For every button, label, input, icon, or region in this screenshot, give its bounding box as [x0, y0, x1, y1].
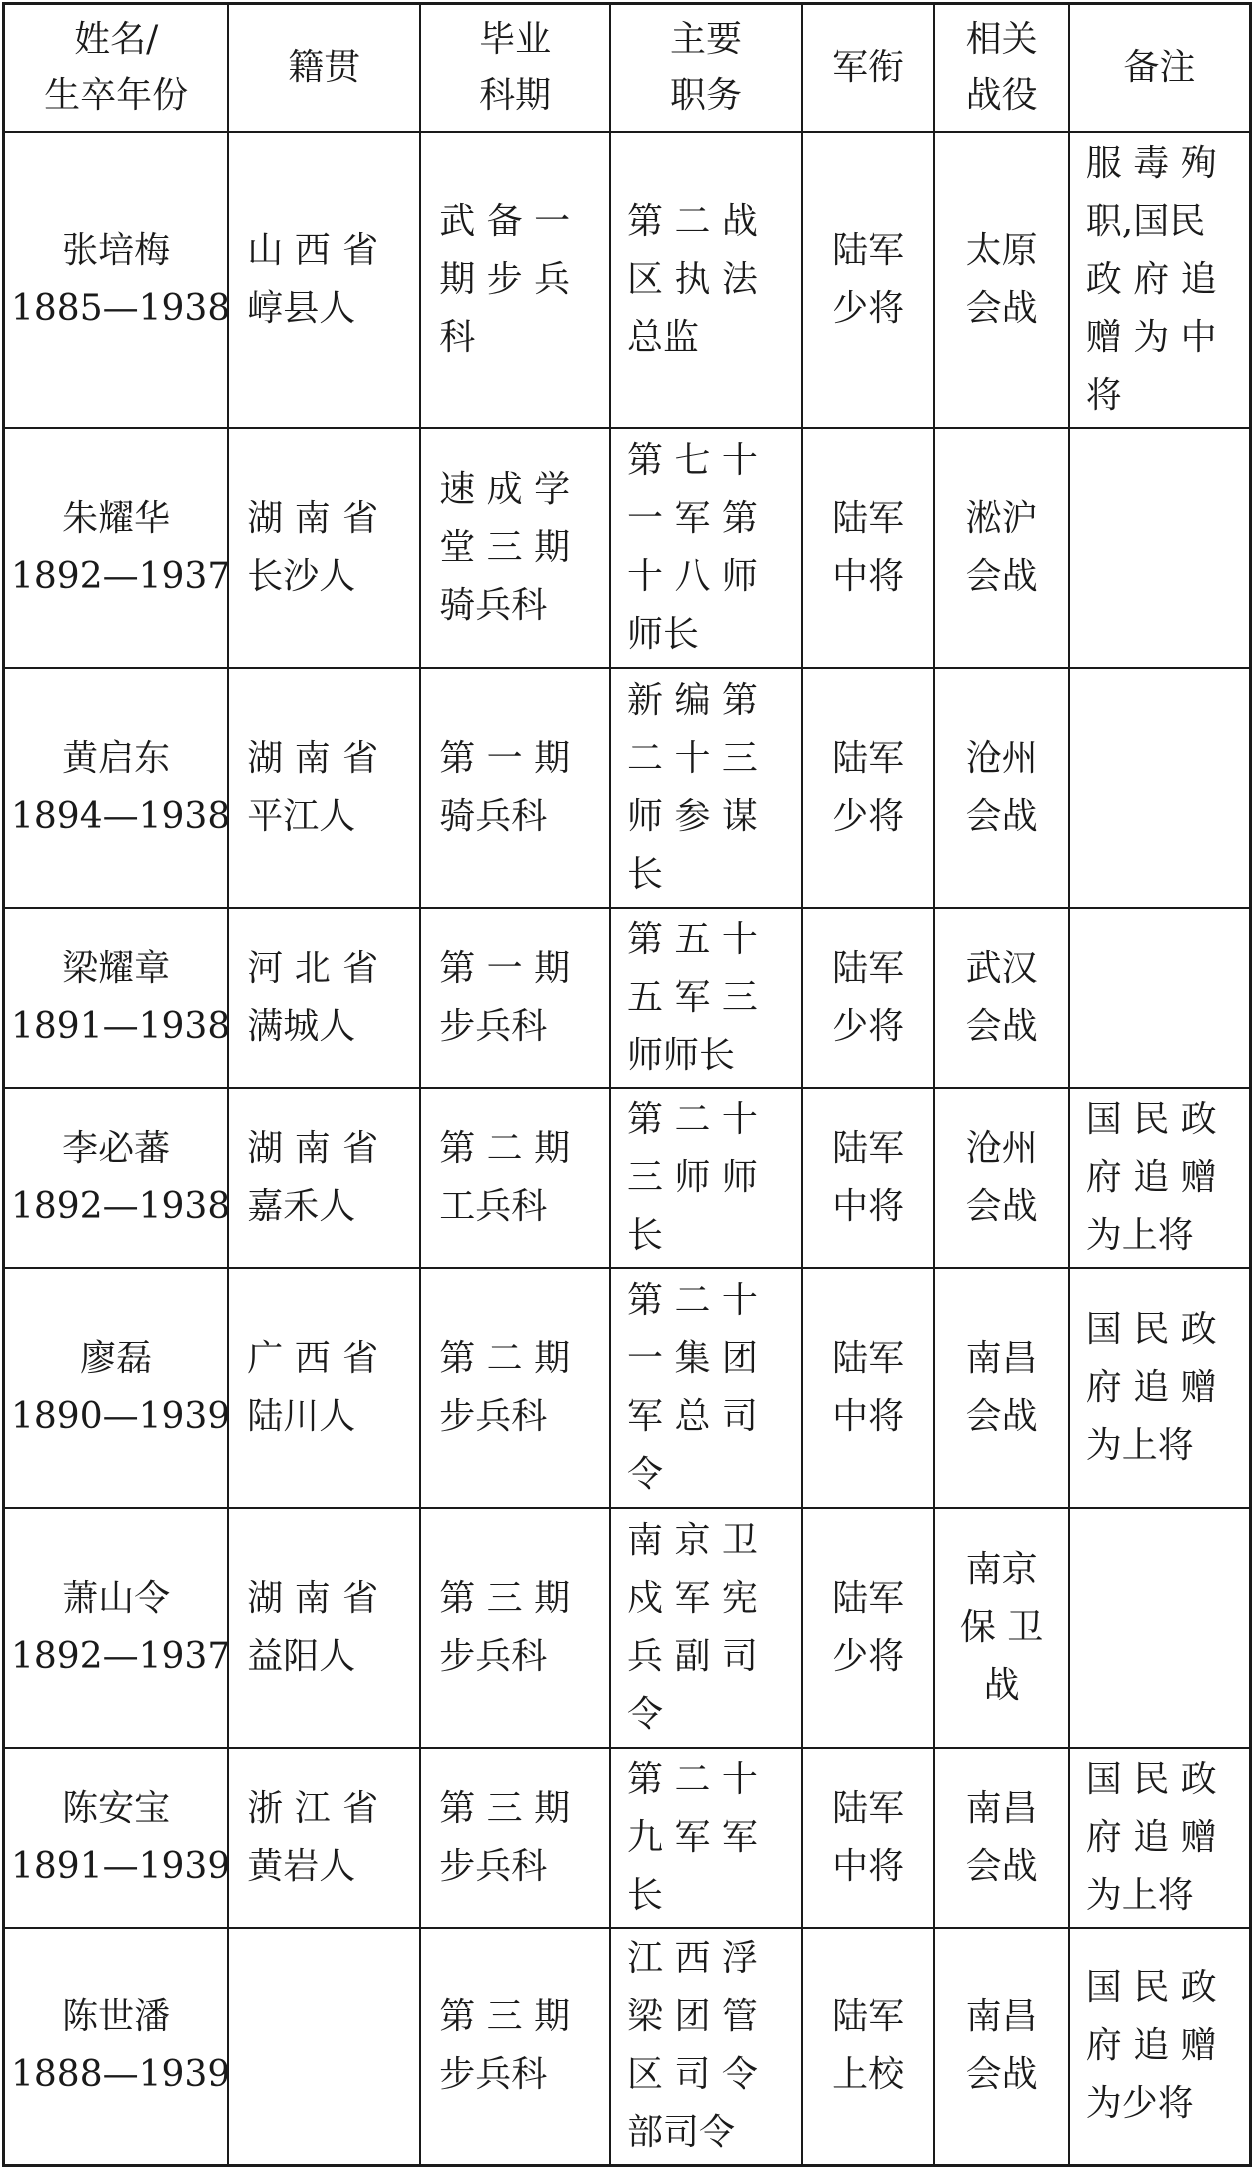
battle-cell-line: 会战 — [965, 1395, 1038, 1437]
note-cell-line: 府 追 赠 — [1085, 2025, 1217, 2067]
position-cell-line: 一 军 第 — [627, 497, 758, 539]
note-cell-line: 为上将 — [1085, 1214, 1194, 1256]
position-cell-text — [617, 1751, 795, 1925]
position-cell-text — [617, 193, 795, 367]
battle-cell-line: 南昌 — [965, 1337, 1038, 1379]
position-cell — [610, 1508, 802, 1748]
rank-cell-text — [809, 730, 927, 846]
name-years-cell — [4, 908, 229, 1088]
rank-cell-line: 中将 — [832, 1185, 905, 1227]
note-cell-line: 府 追 赠 — [1085, 1156, 1217, 1198]
graduation-cell-text — [427, 193, 603, 367]
position-cell-line: 长 — [627, 853, 664, 895]
note-cell-line: 将 — [1085, 374, 1122, 416]
hometown-cell-text — [235, 490, 413, 606]
graduation-cell-text — [427, 1570, 603, 1686]
table-row — [4, 668, 1251, 908]
rank-cell-line: 陆军 — [832, 737, 905, 779]
hometown-cell-text — [235, 1780, 413, 1896]
rank-cell-text — [809, 1570, 927, 1686]
note-cell — [1069, 1508, 1251, 1748]
rank-cell — [802, 1508, 934, 1748]
name-years-cell — [4, 1268, 229, 1508]
officer-name: 梁耀章 — [62, 947, 171, 989]
battle-cell-text — [941, 1988, 1061, 2104]
table-row — [4, 1748, 1251, 1928]
position-cell-line: 第 七 十 — [627, 439, 758, 481]
position-cell — [610, 132, 802, 428]
officer-years: 1892—1937 — [11, 555, 231, 597]
officer-name: 李必蕃 — [62, 1127, 171, 1169]
battle-cell-line: 淞沪 — [965, 497, 1038, 539]
rank-cell-line: 陆军 — [832, 1577, 905, 1619]
header-hometown: 籍贯 — [228, 4, 420, 132]
officer-years: 1894—1938 — [11, 795, 231, 837]
graduation-cell-line: 步兵科 — [439, 1005, 548, 1047]
battle-cell-line: 会战 — [965, 1185, 1038, 1227]
position-cell — [610, 428, 802, 668]
position-cell-line: 部司令 — [627, 2112, 736, 2154]
graduation-cell-line: 期 步 兵 — [439, 258, 571, 300]
officer-name: 朱耀华 — [62, 497, 171, 539]
officer-name: 廖磊 — [80, 1337, 153, 1379]
battle-cell-text — [941, 1780, 1061, 1896]
position-cell-line: 区 执 法 — [627, 258, 758, 300]
graduation-cell-line: 堂 三 期 — [439, 526, 571, 568]
name-years-cell — [4, 428, 229, 668]
graduation-cell-text — [427, 1988, 603, 2104]
position-cell-line: 十 八 师 — [627, 555, 758, 597]
position-cell — [610, 908, 802, 1088]
graduation-cell-line: 步兵科 — [439, 2054, 548, 2096]
name-years-cell — [4, 1088, 229, 1268]
hometown-cell-line: 山 西 省 — [247, 229, 379, 271]
note-cell — [1069, 668, 1251, 908]
name-years-cell — [4, 1748, 229, 1928]
hometown-cell-line: 黄岩人 — [247, 1845, 356, 1887]
position-cell — [610, 1748, 802, 1928]
officer-years: 1891—1939 — [11, 1845, 231, 1887]
position-cell-line: 第 二 十 — [627, 1758, 758, 1800]
position-cell-line: 五 军 三 — [627, 976, 758, 1018]
battle-cell — [934, 668, 1068, 908]
position-cell-line: 南 京 卫 — [627, 1519, 758, 1561]
hometown-cell-line: 广 西 省 — [247, 1337, 379, 1379]
graduation-cell-line: 第 三 期 — [439, 1996, 571, 2038]
rank-cell-line: 陆军 — [832, 1787, 905, 1829]
hometown-cell-line: 嘉禾人 — [247, 1185, 356, 1227]
position-cell-line: 一 集 团 — [627, 1337, 758, 1379]
graduation-cell — [420, 1928, 610, 2166]
position-cell-line: 师 参 谋 — [627, 795, 758, 837]
hometown-cell-line: 益阳人 — [247, 1635, 356, 1677]
graduation-cell-line: 第 二 期 — [439, 1127, 571, 1169]
hometown-cell-line: 满城人 — [247, 1005, 356, 1047]
position-cell-line: 令 — [627, 1453, 664, 1495]
battle-cell — [934, 1508, 1068, 1748]
officer-name: 萧山令 — [62, 1577, 171, 1619]
hometown-cell-text — [235, 1330, 413, 1446]
position-cell — [610, 1928, 802, 2166]
rank-cell-line: 陆军 — [832, 229, 905, 271]
rank-cell-line: 陆军 — [832, 1996, 905, 2038]
graduation-cell-text — [427, 940, 603, 1056]
position-cell-text — [617, 1091, 795, 1265]
rank-cell — [802, 1088, 934, 1268]
header-row — [4, 4, 1251, 132]
table-row — [4, 1508, 1251, 1748]
graduation-cell — [420, 1268, 610, 1508]
header-position: 主要 职务 — [610, 4, 802, 132]
name-years-cell — [4, 132, 229, 428]
header-battle: 相关 战役 — [934, 4, 1068, 132]
note-cell-line: 府 追 赠 — [1085, 1816, 1217, 1858]
position-cell-line: 师长 — [627, 613, 700, 655]
name-years-cell — [4, 1928, 229, 2166]
table-row — [4, 1928, 1251, 2166]
battle-cell-line: 战 — [983, 1664, 1020, 1706]
hometown-cell-text — [235, 1120, 413, 1236]
position-cell-line: 总监 — [627, 316, 700, 358]
graduation-cell-line: 科 — [439, 316, 476, 358]
note-cell-text — [1076, 1959, 1243, 2133]
battle-cell-line: 会战 — [965, 2054, 1038, 2096]
rank-cell-text — [809, 490, 927, 606]
position-cell-line: 兵 副 司 — [627, 1635, 758, 1677]
note-cell-line: 国 民 政 — [1085, 1308, 1217, 1350]
header-name-years: 姓名/ 生卒年份 — [4, 4, 229, 132]
note-cell-line: 为上将 — [1085, 1424, 1194, 1466]
note-cell — [1069, 1268, 1251, 1508]
position-cell-line: 第 二 战 — [627, 200, 758, 242]
note-cell — [1069, 908, 1251, 1088]
graduation-cell-line: 步兵科 — [439, 1395, 548, 1437]
name-years-cell — [4, 1508, 229, 1748]
officer-name: 陈世潘 — [62, 1996, 171, 2038]
note-cell-line: 府 追 赠 — [1085, 1366, 1217, 1408]
officer-years: 1892—1938 — [11, 1185, 231, 1227]
note-cell — [1069, 428, 1251, 668]
graduation-cell-line: 骑兵科 — [439, 795, 548, 837]
graduation-cell-line: 步兵科 — [439, 1845, 548, 1887]
battle-cell — [934, 428, 1068, 668]
graduation-cell-line: 第 三 期 — [439, 1787, 571, 1829]
header-graduation: 毕业 科期 — [420, 4, 610, 132]
rank-cell-text — [809, 1988, 927, 2104]
table-row — [4, 1268, 1251, 1508]
battle-cell-text — [941, 1120, 1061, 1236]
rank-cell-line: 少将 — [832, 287, 905, 329]
position-cell-line: 戍 军 宪 — [627, 1577, 758, 1619]
note-cell-line: 职,国民 — [1085, 200, 1206, 242]
hometown-cell-text — [235, 940, 413, 1056]
rank-cell-line: 中将 — [832, 555, 905, 597]
position-cell-line: 江 西 浮 — [627, 1938, 758, 1980]
graduation-cell — [420, 428, 610, 668]
rank-cell-text — [809, 1330, 927, 1446]
position-cell-line: 师师长 — [627, 1034, 736, 1076]
battle-cell-line: 太原 — [965, 229, 1038, 271]
note-cell-line: 国 民 政 — [1085, 1098, 1217, 1140]
rank-cell-line: 上校 — [832, 2054, 905, 2096]
battle-cell — [934, 1748, 1068, 1928]
position-cell-text — [617, 1512, 795, 1744]
graduation-cell — [420, 1088, 610, 1268]
position-cell-line: 令 — [627, 1693, 664, 1735]
position-cell-text — [617, 1930, 795, 2162]
rank-cell-text — [809, 222, 927, 338]
rank-cell-line: 陆军 — [832, 947, 905, 989]
battle-cell-text — [941, 490, 1061, 606]
hometown-cell-line: 湖 南 省 — [247, 497, 379, 539]
position-cell-line: 新 编 第 — [627, 679, 758, 721]
hometown-cell — [228, 1268, 420, 1508]
rank-cell — [802, 1748, 934, 1928]
officer-years: 1891—1938 — [11, 1005, 231, 1047]
note-cell-line: 为少将 — [1085, 2083, 1194, 2125]
header-rank: 军衔 — [802, 4, 934, 132]
graduation-cell-line: 第 一 期 — [439, 737, 571, 779]
position-cell-line: 三 师 师 — [627, 1156, 758, 1198]
hometown-cell-line: 平江人 — [247, 795, 356, 837]
position-cell-line: 军 总 司 — [627, 1395, 758, 1437]
graduation-cell-line: 第 三 期 — [439, 1577, 571, 1619]
hometown-cell — [228, 668, 420, 908]
hometown-cell — [228, 1928, 420, 2166]
position-cell-text — [617, 672, 795, 904]
position-cell — [610, 1088, 802, 1268]
hometown-cell-line: 湖 南 省 — [247, 737, 379, 779]
note-cell-line: 赠 为 中 — [1085, 316, 1217, 358]
graduation-cell — [420, 1508, 610, 1748]
rank-cell — [802, 1268, 934, 1508]
header-note: 备注 — [1069, 4, 1251, 132]
rank-cell-text — [809, 1120, 927, 1236]
graduation-cell-line: 武 备 一 — [439, 200, 571, 242]
graduation-cell-text — [427, 1780, 603, 1896]
hometown-cell — [228, 1508, 420, 1748]
rank-cell-line: 少将 — [832, 1005, 905, 1047]
graduation-cell-text — [427, 730, 603, 846]
hometown-cell-line: 长沙人 — [247, 555, 356, 597]
battle-cell — [934, 1268, 1068, 1508]
graduation-cell-line: 步兵科 — [439, 1635, 548, 1677]
battle-cell-line: 南京 — [965, 1548, 1038, 1590]
battle-cell-line: 沧州 — [965, 737, 1038, 779]
position-cell-line: 第 二 十 — [627, 1279, 758, 1321]
note-cell — [1069, 1928, 1251, 2166]
battle-cell-line: 会战 — [965, 555, 1038, 597]
rank-cell-text — [809, 1780, 927, 1896]
note-cell-text — [1076, 1091, 1243, 1265]
rank-cell-line: 少将 — [832, 1635, 905, 1677]
position-cell — [610, 668, 802, 908]
battle-cell-text — [941, 730, 1061, 846]
rank-cell — [802, 1928, 934, 2166]
officer-name: 黄启东 — [62, 737, 171, 779]
hometown-cell-line: 湖 南 省 — [247, 1127, 379, 1169]
officer-name: 陈安宝 — [62, 1787, 171, 1829]
position-cell-line: 二 十 三 — [627, 737, 758, 779]
position-cell-line: 第 二 十 — [627, 1098, 758, 1140]
note-cell — [1069, 1748, 1251, 1928]
rank-cell-line: 中将 — [832, 1395, 905, 1437]
graduation-cell — [420, 132, 610, 428]
table-row — [4, 132, 1251, 428]
battle-cell — [934, 1928, 1068, 2166]
hometown-cell — [228, 132, 420, 428]
battle-cell-line: 会战 — [965, 1005, 1038, 1047]
hometown-cell-text — [235, 1570, 413, 1686]
rank-cell — [802, 132, 934, 428]
graduation-cell-line: 速 成 学 — [439, 468, 571, 510]
note-cell-text — [1076, 1301, 1243, 1475]
battle-cell-text — [941, 1330, 1061, 1446]
battle-cell-line: 会战 — [965, 287, 1038, 329]
position-cell-line: 第 五 十 — [627, 918, 758, 960]
hometown-cell — [228, 908, 420, 1088]
officer-roster-table — [2, 2, 1252, 2167]
rank-cell-line: 陆军 — [832, 1127, 905, 1169]
battle-cell — [934, 908, 1068, 1088]
graduation-cell-line: 第 二 期 — [439, 1337, 571, 1379]
battle-cell-line: 会战 — [965, 1845, 1038, 1887]
note-cell-line: 国 民 政 — [1085, 1967, 1217, 2009]
position-cell-line: 长 — [627, 1874, 664, 1916]
rank-cell — [802, 668, 934, 908]
graduation-cell-text — [427, 1120, 603, 1236]
graduation-cell-line: 工兵科 — [439, 1185, 548, 1227]
battle-cell-line: 南昌 — [965, 1996, 1038, 2038]
graduation-cell-line: 第 一 期 — [439, 947, 571, 989]
officer-years: 1892—1937 — [11, 1635, 231, 1677]
hometown-cell-line: 崞县人 — [247, 287, 356, 329]
officer-years: 1890—1939 — [11, 1395, 231, 1437]
rank-cell-line: 少将 — [832, 795, 905, 837]
rank-cell-line: 陆军 — [832, 1337, 905, 1379]
hometown-cell-line: 河 北 省 — [247, 947, 379, 989]
rank-cell — [802, 908, 934, 1088]
hometown-cell-text — [235, 222, 413, 338]
position-cell-line: 九 军 军 — [627, 1816, 758, 1858]
rank-cell-text — [809, 940, 927, 1056]
position-cell-line: 梁 团 管 — [627, 1996, 758, 2038]
battle-cell-line: 会战 — [965, 795, 1038, 837]
position-cell-text — [617, 432, 795, 664]
hometown-cell-line: 陆川人 — [247, 1395, 356, 1437]
note-cell-line: 国 民 政 — [1085, 1758, 1217, 1800]
battle-cell-line: 南昌 — [965, 1787, 1038, 1829]
graduation-cell-text — [427, 461, 603, 635]
position-cell-line: 区 司 令 — [627, 2054, 758, 2096]
roster-body — [4, 132, 1251, 2166]
table-row — [4, 1088, 1251, 1268]
battle-cell-text — [941, 222, 1061, 338]
rank-cell-line: 陆军 — [832, 497, 905, 539]
position-cell-text — [617, 911, 795, 1085]
battle-cell-text — [941, 1541, 1061, 1715]
note-cell-text — [1076, 135, 1243, 425]
position-cell — [610, 1268, 802, 1508]
battle-cell — [934, 1088, 1068, 1268]
position-cell-line: 长 — [627, 1214, 664, 1256]
battle-cell-line: 武汉 — [965, 947, 1038, 989]
note-cell-text — [1076, 1751, 1243, 1925]
battle-cell-line: 沧州 — [965, 1127, 1038, 1169]
position-cell-text — [617, 1272, 795, 1504]
battle-cell-line: 保 卫 — [959, 1606, 1044, 1648]
hometown-cell — [228, 1748, 420, 1928]
graduation-cell — [420, 908, 610, 1088]
graduation-cell — [420, 1748, 610, 1928]
note-cell — [1069, 132, 1251, 428]
table-row — [4, 428, 1251, 668]
note-cell — [1069, 1088, 1251, 1268]
graduation-cell-text — [427, 1330, 603, 1446]
table-row — [4, 908, 1251, 1088]
rank-cell — [802, 428, 934, 668]
graduation-cell — [420, 668, 610, 908]
hometown-cell-line: 湖 南 省 — [247, 1577, 379, 1619]
battle-cell-text — [941, 940, 1061, 1056]
officer-name: 张培梅 — [62, 229, 171, 271]
hometown-cell — [228, 1088, 420, 1268]
officer-years: 1888—1939 — [11, 2054, 231, 2096]
rank-cell-line: 中将 — [832, 1845, 905, 1887]
hometown-cell-text — [235, 730, 413, 846]
name-years-cell — [4, 668, 229, 908]
hometown-cell-line: 浙 江 省 — [247, 1787, 379, 1829]
officer-years: 1885—1938 — [11, 287, 231, 329]
hometown-cell — [228, 428, 420, 668]
note-cell-line: 政 府 追 — [1085, 258, 1217, 300]
note-cell-line: 为上将 — [1085, 1874, 1194, 1916]
graduation-cell-line: 骑兵科 — [439, 584, 548, 626]
battle-cell — [934, 132, 1068, 428]
note-cell-line: 服 毒 殉 — [1085, 142, 1217, 184]
